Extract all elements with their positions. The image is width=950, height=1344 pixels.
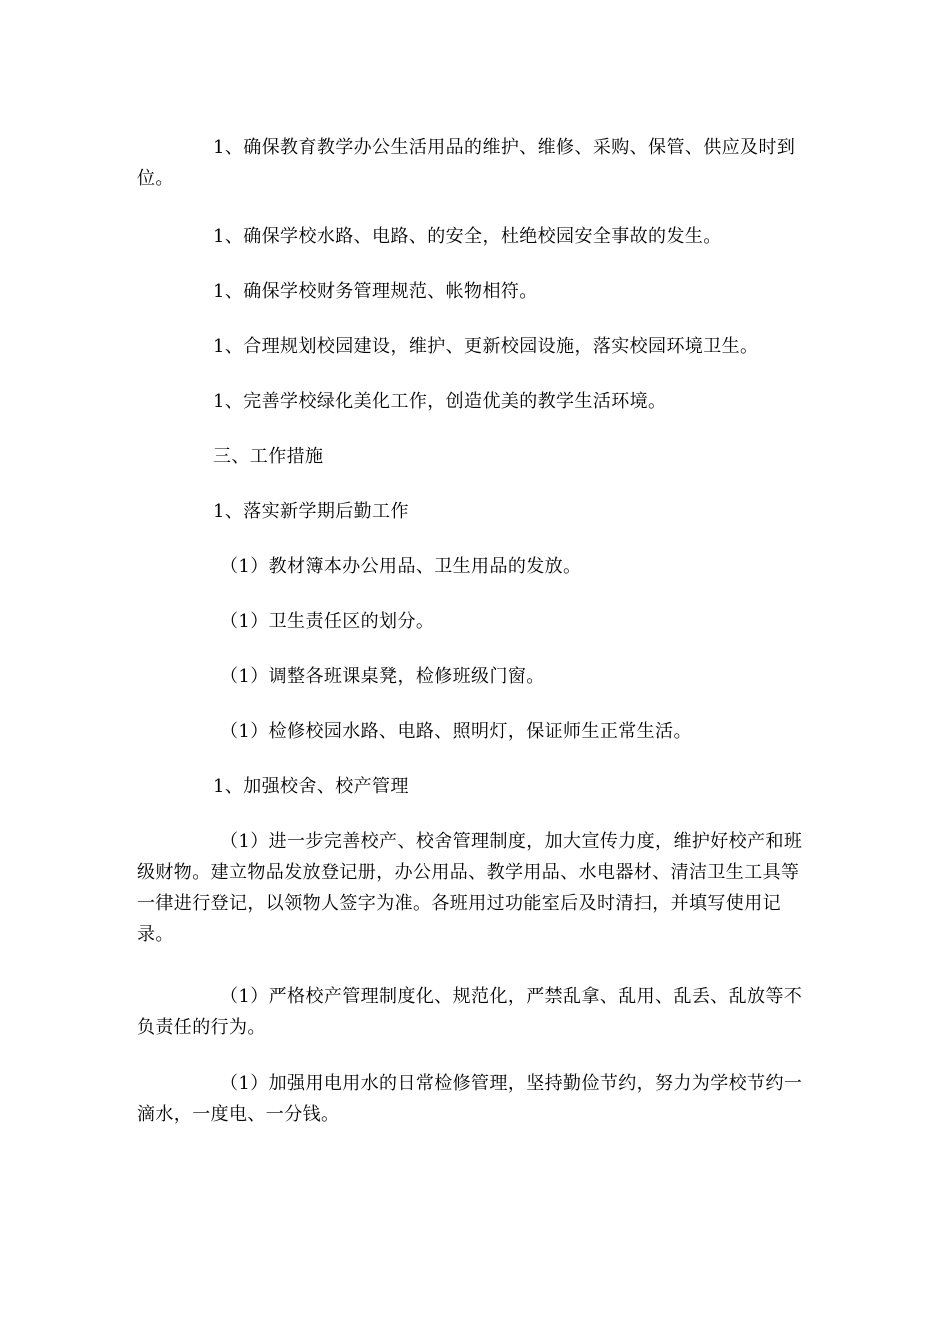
paragraph-goal-supplies: 1、确保教育教学办公生活用品的维护、维修、采购、保管、供应及时到位。 xyxy=(137,137,796,189)
item-hygiene-zones: （1）卫生责任区的划分。 xyxy=(220,611,435,632)
paragraph-goal-safety: 1、确保学校水路、电路、的安全，杜绝校园安全事故的发生。 xyxy=(213,226,722,247)
item-property-system: （1）进一步完善校产、校舍管理制度，加大宣传力度，维护好校产和班级财物。建立物品发放登记册，办公用品、教学用品、水电器材、清洁卫生工具等一律进行登记，以领物人签字为准。各班用过功能室后及时清扫，并填写使用记录。 xyxy=(137,831,803,945)
paragraph-goal-greening: 1、完善学校绿化美化工作，创造优美的教学生活环境。 xyxy=(213,391,667,412)
section-heading-measures: 三、工作措施 xyxy=(213,446,324,467)
item-utilities-check: （1）检修校园水路、电路、照明灯，保证师生正常生活。 xyxy=(220,721,692,742)
subheading-property: 1、加强校舍、校产管理 xyxy=(213,776,409,797)
subheading-new-term: 1、落实新学期后勤工作 xyxy=(213,501,409,522)
item-desks-windows: （1）调整各班课桌凳，检修班级门窗。 xyxy=(220,666,545,687)
item-property-rules: （1）严格校产管理制度化、规范化，严禁乱拿、乱用、乱丢、乱放等不负责任的行为。 xyxy=(137,986,803,1038)
item-saving: （1）加强用电用水的日常检修管理，坚持勤俭节约，努力为学校节约一滴水，一度电、一分钱。 xyxy=(137,1073,803,1125)
paragraph-goal-campus: 1、合理规划校园建设，维护、更新校园设施，落实校园环境卫生。 xyxy=(213,336,759,357)
paragraph-goal-finance: 1、确保学校财务管理规范、帐物相符。 xyxy=(213,281,538,302)
item-distribution: （1）教材簿本办公用品、卫生用品的发放。 xyxy=(220,556,582,577)
